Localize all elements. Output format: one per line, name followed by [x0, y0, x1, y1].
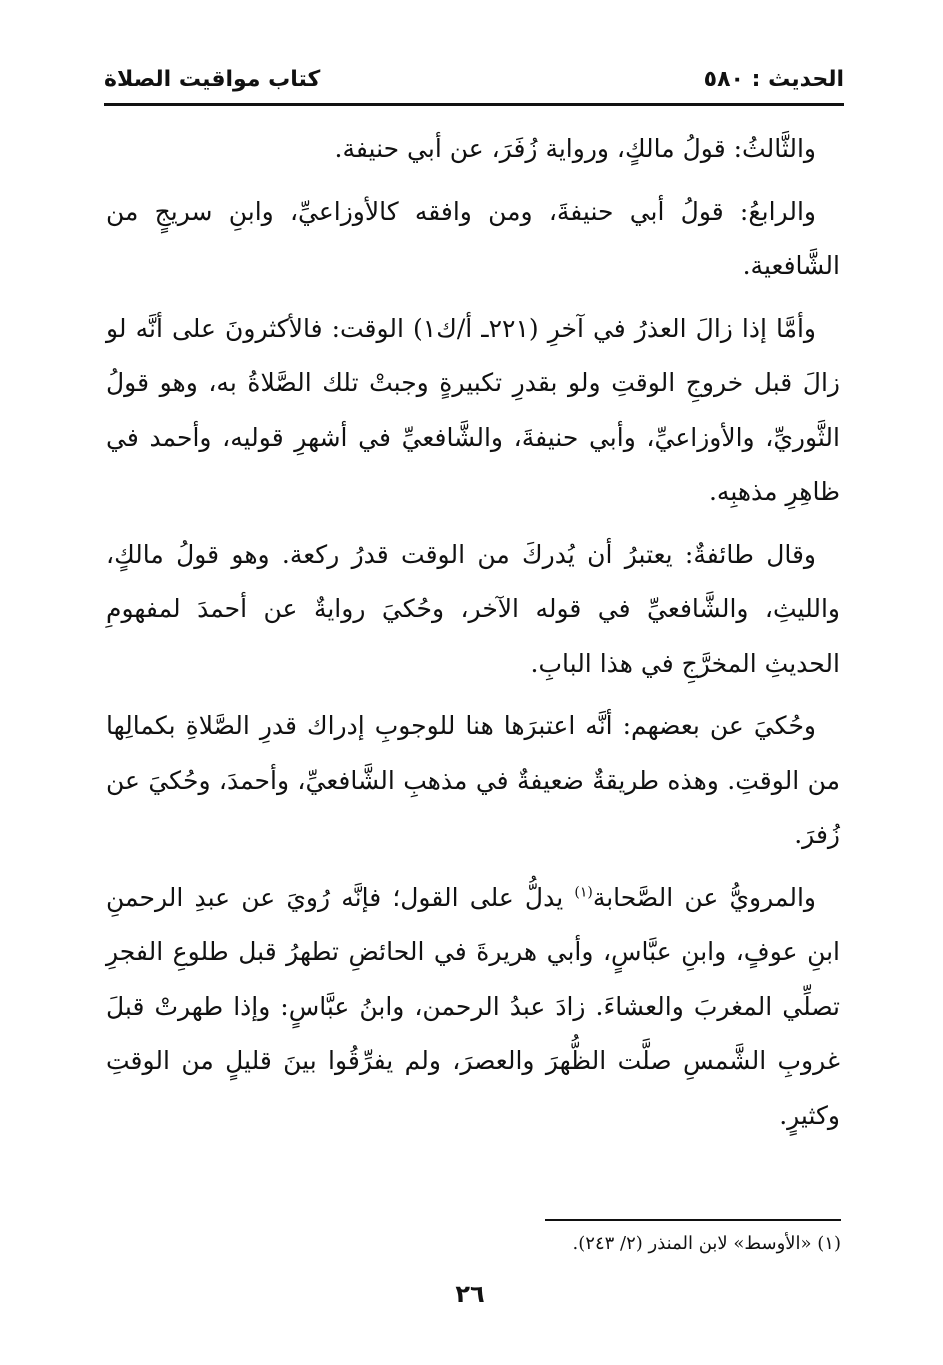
paragraph-text: والرابعُ: قولُ أبي حنيفةَ، ومن وافقه كالأوزاعيِّ، وابنِ سريجٍ من الشَّافعية.: [106, 196, 840, 280]
main-text: [106, 122, 840, 1151]
paragraph: [106, 122, 840, 177]
paragraph-text: والثَّالثُ: قولُ مالكٍ، ورواية زُفَرَ، عن أبي حنيفة.: [334, 134, 816, 163]
paragraph-text: والمرويُّ عن الصَّحابة: [592, 882, 816, 912]
paragraph-text: يدلُّ على القول؛ فإنَّه رُويَ عن عبدِ الرحمنِ ابنِ عوفٍ، وابنِ عبَّاسٍ، وأبي هريرةَ في الحائضِ تطهرُ قبل طلوعِ الفجرِ تصلِّي المغربَ والعشاءَ. زادَ عبدُ الرحمن، وابنُ عبَّاسٍ: وإذا طهرتْ قبلَ غروبِ الشَّمسِ صلَّت الظُّهرَ والعصرَ، ولم يفرِّقُوا بينَ قليلٍ من الوقتِ وكثيرٍ.: [106, 882, 840, 1130]
footnote-reference: (١): [574, 884, 593, 901]
paragraph-text: وقال طائفةٌ: يعتبرُ أن يُدركَ من الوقت قدرُ ركعة. وهو قولُ مالكٍ، والليثِ، والشَّافعيِّ في قوله الآخر، وحُكيَ روايةٌ عن أحمدَ لمفهومِ الحديثِ المخرَّجِ في هذا البابِ.: [106, 539, 840, 678]
page-number: ٢٦: [455, 1280, 485, 1308]
paragraph-text: وأمَّا إذا زالَ العذرُ في آخرِ (٢٢١ـ أ/ك١) الوقت: فالأكثرونَ على أنَّه لو زالَ قبل خروجِ الوقتِ ولو بقدرِ تكبيرةٍ وجبتْ تلك الصَّلاةُ به، وهو قولُ الثَّوريِّ، والأوزاعيِّ، وأبي حنيفةَ، والشَّافعيِّ في أشهرِ قوليه، وأحمد في ظاهِرِ مذهبِه.: [106, 313, 840, 506]
paragraph: [106, 302, 840, 520]
paragraph: [106, 871, 840, 1144]
hadith-number: الحديث : ٥٨٠: [703, 67, 844, 92]
paragraph: [106, 699, 840, 863]
footnote-divider: [545, 1219, 841, 1221]
paragraph: [106, 185, 840, 294]
footnote: (١) «الأوسط» لابن المنذر (٢/ ٢٤٣).: [572, 1233, 841, 1254]
paragraph: [106, 528, 840, 692]
paragraph-text: وحُكيَ عن بعضهم: أنَّه اعتبرَها هنا للوجوبِ إدراك قدرِ الصَّلاةِ بكمالِها من الوقتِ. وهذه طريقةٌ ضعيفةٌ في مذهبِ الشَّافعيِّ، وأحمدَ، وحُكيَ عن زُفرَ.: [106, 711, 840, 849]
book-title: كتاب مواقيت الصلاة: [104, 67, 321, 92]
header-divider: [104, 103, 844, 106]
running-header: [104, 62, 844, 98]
